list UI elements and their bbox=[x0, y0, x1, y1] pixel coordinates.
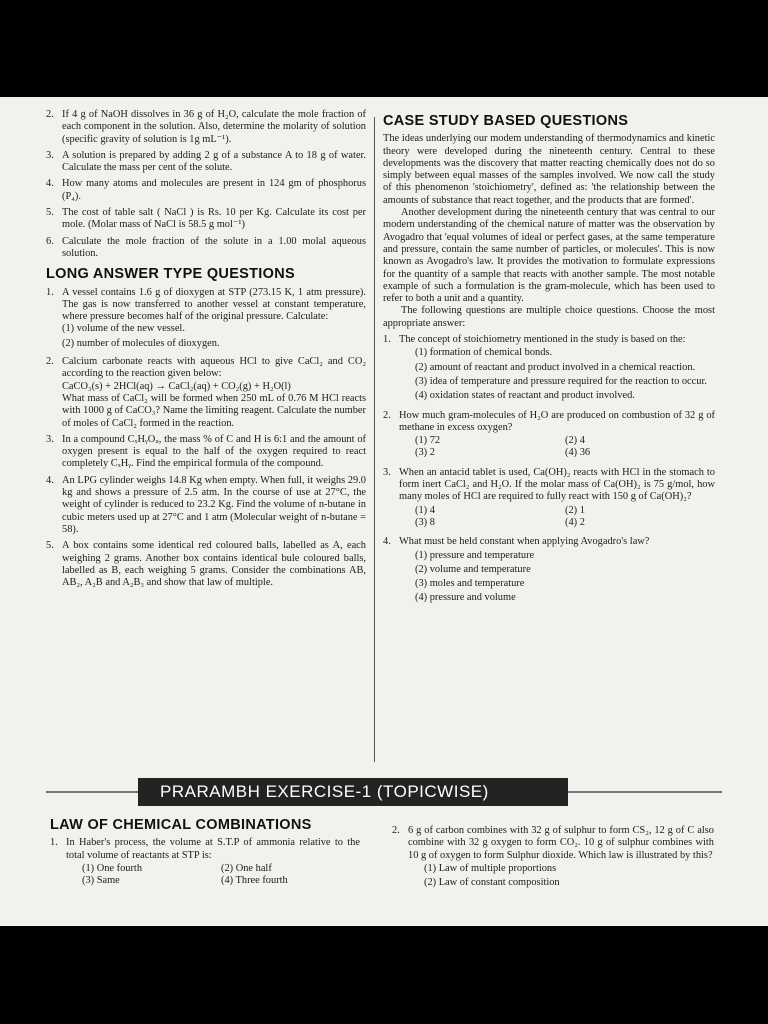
sub-part: (2) number of molecules of dioxygen. bbox=[62, 337, 220, 349]
options bbox=[82, 863, 360, 888]
question-item: 4. What must be held constant when applying Avogadro's law? (1) pressure and temperature (2) volume and temperature (3) moles and temperature (4) pressure and volume bbox=[383, 536, 715, 607]
option: (4) 36 bbox=[565, 447, 591, 459]
options bbox=[415, 505, 715, 530]
question-item: 3. In a compound CₓHᵧOᵤ, the mass % of C and H is 6:1 and the amount of oxygen present is equal to the half of the oxygen required to react completely CₓHᵧ. Find the empirical formula of the compound. bbox=[46, 433, 366, 470]
options bbox=[415, 347, 715, 402]
right-column bbox=[383, 115, 715, 612]
case-instruction: The following questions are multiple choice questions. Choose the most appropriate answer: bbox=[383, 305, 715, 329]
short-questions bbox=[46, 109, 366, 260]
left-column bbox=[46, 109, 366, 593]
document-page bbox=[0, 97, 768, 926]
question-item: 2. If 4 g of NaOH dissolves in 36 g of H₂O, calculate the mole fraction of each component in the solution. Also, determine the molarity of solution (specific gravity of solution is 1g mL⁻¹). bbox=[46, 109, 366, 145]
option: (1) 72 bbox=[415, 435, 441, 447]
option: (2) Law of constant composition bbox=[424, 877, 560, 889]
question-item: 2. 6 g of carbon combines with 32 g of sulphur to form CS₂, 12 g of C also combine with 32 g oxygen to form CO₂. 10 g of sulphur combines with 10 g of oxygen to form Sulphur dioxide. Which law is illustrated by this? (1) Law of multiple proportions (2) Law of constant composition bbox=[392, 825, 714, 889]
options bbox=[415, 550, 715, 605]
question-item: 1. The concept of stoichiometry mentioned in the study is based on the: (1) formation of chemical bonds. (2) amount of reactant and product involved in a chemical reaction. (3) idea of temperature and pressure required for the reaction to occur. (4) oxidation states of reactant and product involved. bbox=[383, 334, 715, 405]
option: (4) oxidation states of reactant and product involved. bbox=[415, 390, 635, 402]
option: (4) 2 bbox=[565, 516, 585, 528]
option: (4) pressure and volume bbox=[415, 592, 516, 604]
long-questions bbox=[46, 287, 366, 590]
question-item: 3. A solution is prepared by adding 2 g of a substance A to 18 g of water. Calculate the mass per cent of the solute. bbox=[46, 149, 366, 174]
question-item: 3. When an antacid tablet is used, Ca(OH)₂ reacts with HCl in the stomach to form inert CaCl₂ and H₂O. If the molar mass of Ca(OH)₂ is 75 g/mol, how many moles of HCl are required to fully react with 150 g of Ca(OH)₂? (1) 4 (2) 1 (3) 8 (4) 2 bbox=[383, 466, 715, 528]
option: (1) pressure and temperature bbox=[415, 549, 535, 561]
option: (1) One fourth bbox=[82, 862, 143, 874]
option: (2) 1 bbox=[565, 504, 585, 516]
option: (1) Law of multiple proportions bbox=[424, 862, 557, 874]
option: (3) 8 bbox=[415, 516, 435, 528]
law-heading: LAW OF CHEMICAL COMBINATIONS bbox=[50, 817, 312, 833]
question-item: 6. Calculate the mole fraction of the solute in a 1.00 molal aqueous solution. bbox=[46, 235, 366, 259]
question-item: 5. A box contains some identical red coloured balls, labelled as A, each weighing 2 grams. Another box contains identical bule coloured balls, labelled as B, each weighing 5 grams. Consider the combinations AB, AB₂, A₂B and A₂B₃ and show that law of multiple. bbox=[46, 540, 366, 589]
case-paragraph: The ideas underlying our modem understanding of thermodynamics and kinetic theory were developed during the nineteenth century. Central to these developments was the discovery that matter reacting chemically does not do so simply between equal masses of the samples involved. We now call the study of this phenomenon 'stoichiometry', defined as: 'the relationship between the amounts of substance that react together, and the products that are formed'. bbox=[383, 133, 715, 206]
option: (1) 4 bbox=[415, 504, 435, 516]
question-item: 1. In Haber's process, the volume at S.T.P of ammonia relative to the total volume of reactants at STP is: (1) One fourth (2) One half (3) Same (4) Three fourth bbox=[50, 837, 360, 887]
question-item: 1. A vessel contains 1.6 g of dioxygen at STP (273.15 K, 1 atm pressure). The gas is now transferred to another vessel at constant temperature, where pressure becomes half of the original pressure. Calculate: (1) volume of the new vessel. (2) number of molecules of dioxygen. bbox=[46, 286, 366, 349]
option: (3) 2 bbox=[415, 447, 435, 459]
option: (4) Three fourth bbox=[221, 875, 288, 887]
column-divider bbox=[374, 117, 375, 762]
long-answer-heading: LONG ANSWER TYPE QUESTIONS bbox=[46, 266, 295, 283]
question-item: 5. The cost of table salt ( NaCl ) is Rs. 10 per Kg. Calculate its cost per mole. (Molar mass of NaCl is 58.5 g mol⁻¹) bbox=[46, 207, 366, 231]
question-item: 2. Calcium carbonate reacts with aqueous HCl to give CaCl₂ and CO₂ according to the reaction given below: CaCO₃(s) + 2HCl(aq) → CaCl₂(aq) + CO₂(g) + H₂O(l) What mass of CaCl₂ will be formed when 250 mL of 0.76 M HCl reacts with 1000 g of CaCO₃? Name the limiting reagent. Calculate the number of moles of CaCl₂ formed in the reaction. bbox=[46, 356, 366, 429]
question-item: 2. How much gram-molecules of H₂O are produced on combustion of 32 g of methane in excess oxygen? (1) 72 (2) 4 (3) 2 (4) 36 bbox=[383, 409, 715, 459]
option: (3) idea of temperature and pressure required for the reaction to occur. bbox=[415, 375, 707, 387]
option: (2) amount of reactant and product involved in a chemical reaction. bbox=[415, 361, 696, 373]
option: (1) formation of chemical bonds. bbox=[415, 347, 553, 359]
options bbox=[415, 435, 715, 460]
option: (3) moles and temperature bbox=[415, 578, 525, 590]
law-question-2 bbox=[392, 825, 714, 896]
question-item: 4. An LPG cylinder weighs 14.8 Kg when empty. When full, it weighs 29.0 kg and shows a pressure of 2.5 atm. In the course of use at 27°C, the weight of cylinder is reduced to 23.2 Kg. Find the volume of n-butane in cubic meters used up at 27°C and 1 atm (Molecular weight of n-butane = 58). bbox=[46, 474, 366, 535]
law-section bbox=[50, 819, 360, 894]
question-item: 4. How many atoms and molecules are present in 124 gm of phosphorus (P₄). bbox=[46, 178, 366, 202]
option: (2) volume and temperature bbox=[415, 563, 531, 575]
case-study-heading: CASE STUDY BASED QUESTIONS bbox=[383, 113, 629, 129]
case-paragraph: Another development during the nineteenth century that was central to our modern understanding of the chemical nature of matter was the observation by Avogadro that 'equal volumes of ideal or perfect gases, at the same temperature and pressure, contain the same number of particles, or molecules'. This is now known as Avogadro's law. It provides the motivation to formulate expressions for the quantity of a sample that reacts with another sample. The most notable example of such a formulation is the gram-molecule, which has been used to refer to both a unit and a quantity. bbox=[383, 207, 715, 305]
sub-part: (1) volume of the new vessel. bbox=[62, 323, 185, 335]
options bbox=[424, 863, 714, 890]
option: (2) 4 bbox=[565, 435, 585, 447]
option: (3) Same bbox=[82, 875, 120, 887]
exercise-banner: PRARAMBH EXERCISE-1 (TOPICWISE) bbox=[138, 778, 568, 806]
option: (2) One half bbox=[221, 862, 272, 874]
chemical-equation: CaCO₃(s) + 2HCl(aq) → CaCl₂(aq) + CO₂(g) + H₂O(l) bbox=[62, 380, 291, 392]
